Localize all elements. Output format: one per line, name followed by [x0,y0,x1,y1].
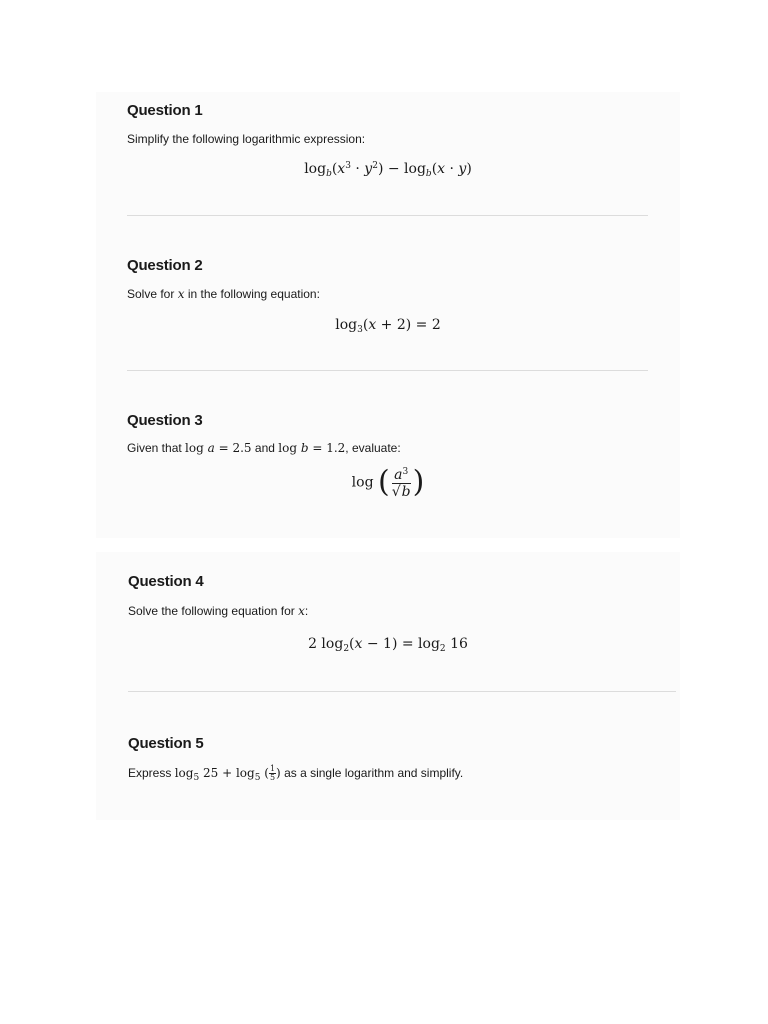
question-1-expression: $\log_b(x^3 \cdot y^2) - \log_b(x \cdot y)$ [304,161,472,179]
question-3-prompt: Given that log a = 2.5 and log b = 1.2, evaluate: [127,441,401,455]
divider [127,370,648,371]
question-2-expression: $\log_3(x + 2) = 2$ [335,317,441,335]
question-sheet-2 [96,552,680,820]
question-1-prompt: Simplify the following logarithmic expression: [127,132,366,146]
question-2-prompt: Solve for x in the following equation: [127,287,320,301]
question-3-expression: log ( $\frac{a^3}{√b}$ ) [351,464,425,500]
question-4-title: Question 4 [128,573,204,590]
question-4-prompt: Solve the following equation for x: [128,604,309,618]
question-sheet-1 [96,92,680,538]
question-5-prompt: Express $\log_5 25 + \log_5$ ( $\frac{1}{5}$ ) as a single logarithm and simplify. [128,764,464,783]
question-1-title: Question 1 [127,102,203,119]
divider [128,691,676,692]
question-4-expression: 2 $\log_2(x - 1) = \log_2 16$ [308,636,468,654]
divider [127,215,648,216]
question-5-title: Question 5 [128,735,204,752]
question-3-title: Question 3 [127,412,203,429]
question-2-title: Question 2 [127,257,203,274]
